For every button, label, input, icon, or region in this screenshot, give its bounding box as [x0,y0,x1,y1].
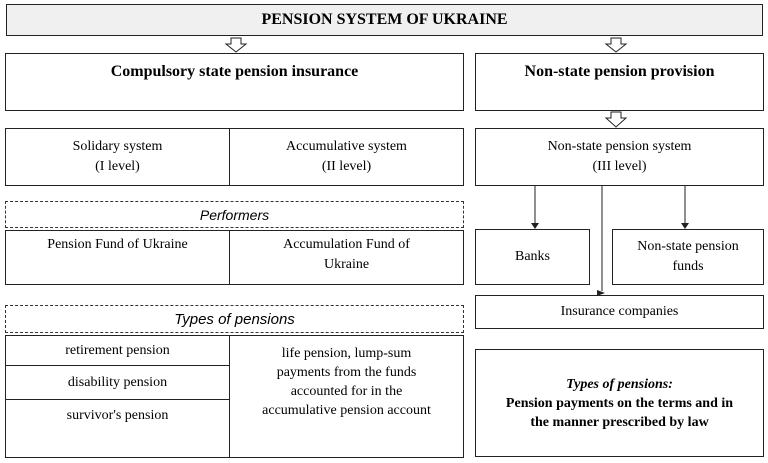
nonstate-types-box [475,349,764,457]
disability-pension-box [5,365,230,400]
accumulative-system-label: Accumulative system [286,139,407,154]
nonstate-funds-label-line1: Non-state pension [637,239,739,254]
accumulative-system-box [229,128,464,186]
nonstate-types-heading: Types of pensions: [566,376,673,392]
retirement-pension-label: retirement pension [65,342,170,358]
insurance-companies-label: Insurance companies [560,304,679,319]
performers-label-box [5,201,464,228]
arrow-title-to-compulsory [226,38,246,52]
banks-label: Banks [515,249,550,264]
accumulative-system-level: (II level) [321,159,372,174]
performers-label: Performers [199,206,270,223]
accumulation-fund-label-line2: Ukraine [323,257,370,272]
compulsory-insurance-heading: Compulsory state pension insurance [110,63,359,80]
pension-fund-label: Pension Fund of Ukraine [47,237,188,252]
nonstate-system-level: (III level) [592,159,647,174]
types-label-box [5,305,464,333]
survivor-pension-label: survivor's pension [66,408,169,423]
nonstate-provision-box [475,53,764,111]
disability-pension-label: disability pension [67,374,168,390]
solidary-system-label: Solidary system [72,139,163,154]
nonstate-types-text-line1: Pension payments on the terms and in [505,395,734,411]
pension-fund-box [5,230,230,285]
accumulative-pension-types-line4: accumulative pension account [262,403,431,418]
compulsory-insurance-box [5,53,464,111]
insurance-companies-box [475,295,764,329]
survivor-pension-box [5,399,230,458]
accumulation-fund-label-line1: Accumulation Fund of [283,237,410,252]
accumulation-fund-box [229,230,464,285]
title-text: PENSION SYSTEM OF UKRAINE [261,11,508,28]
nonstate-system-label: Non-state pension system [547,139,692,154]
nonstate-funds-box [612,229,764,285]
retirement-pension-box [5,335,230,366]
nonstate-provision-heading: Non-state pension provision [524,63,715,80]
solidary-system-level: (I level) [95,159,140,174]
banks-box [475,229,590,285]
nonstate-types-text-line2: the manner prescribed by law [530,414,709,430]
accumulative-pension-types-line1: life pension, lump-sum [281,346,412,361]
arrow-nonstate-to-system [606,112,626,127]
diagram-title [6,4,763,36]
types-label: Types of pensions [174,310,295,328]
accumulative-pension-types-box [229,335,464,458]
nonstate-system-box [475,128,764,186]
solidary-system-box [5,128,230,186]
arrow-title-to-nonstate [606,38,626,52]
accumulative-pension-types-line2: payments from the funds [276,365,417,380]
nonstate-funds-label-line2: funds [672,259,704,274]
accumulative-pension-types-line3: accounted for in the [290,384,403,399]
